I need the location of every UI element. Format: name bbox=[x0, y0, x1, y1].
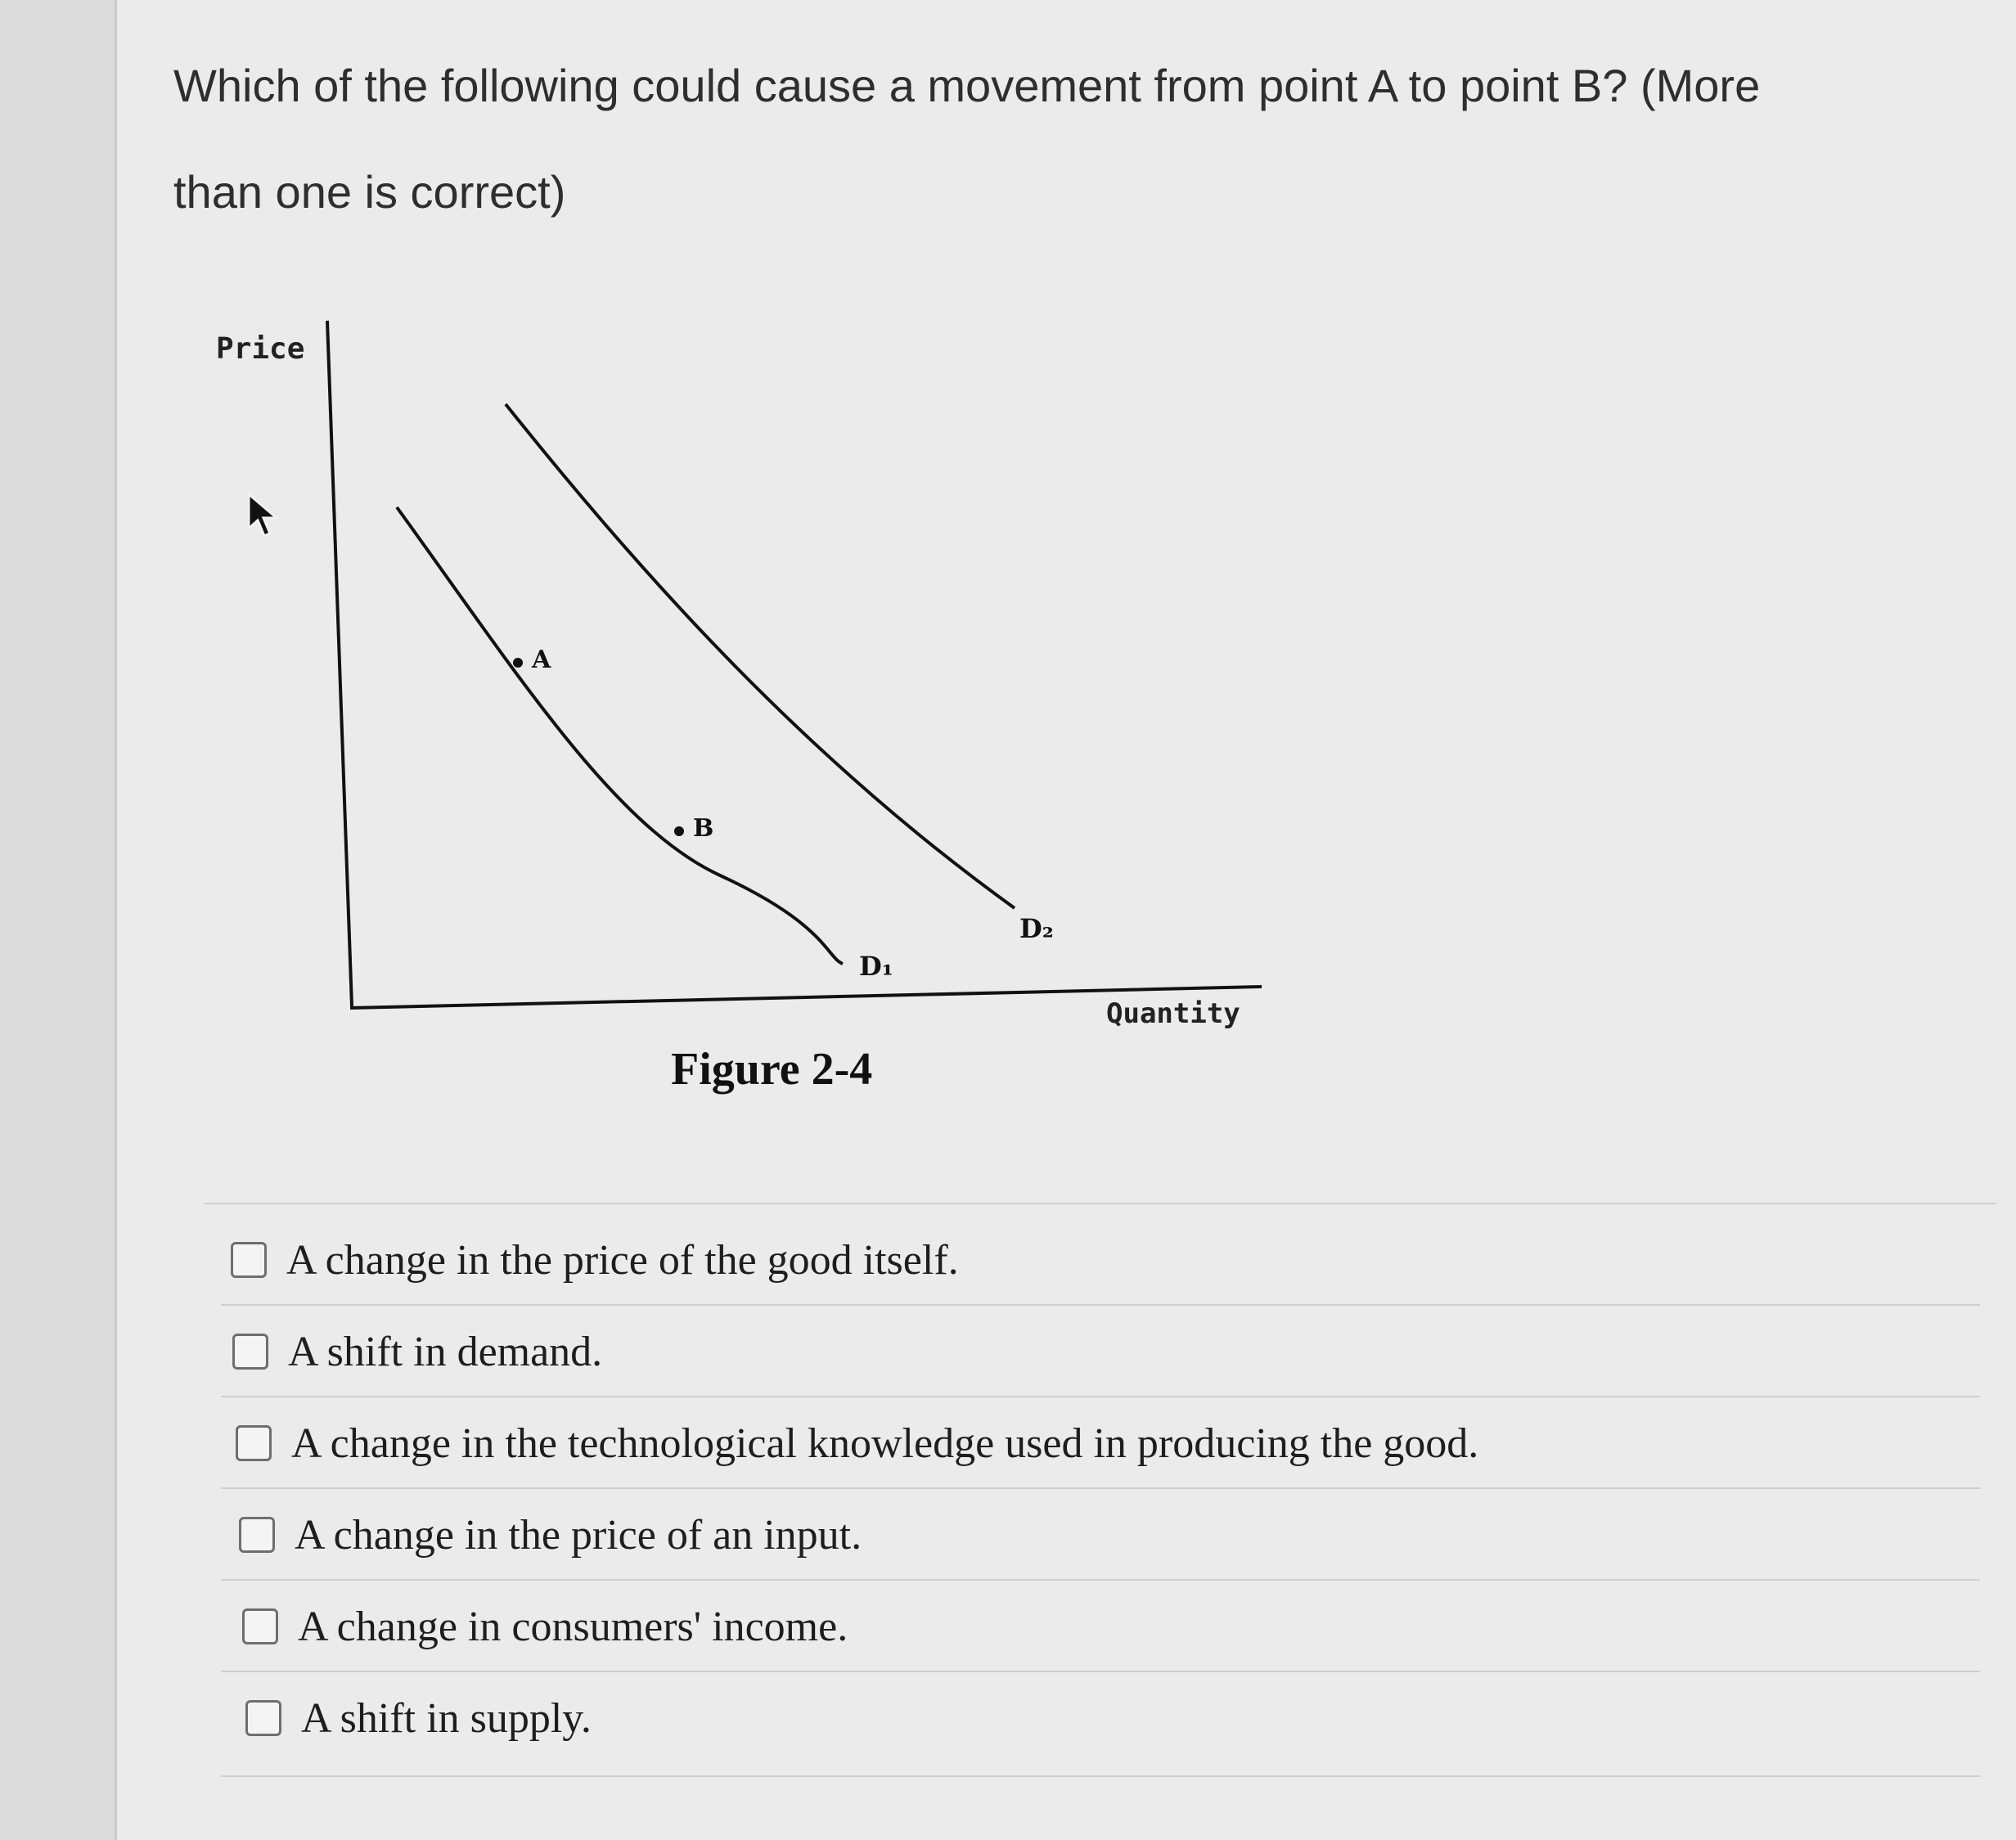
option-label: A change in the price of an input. bbox=[295, 1511, 862, 1559]
option-divider bbox=[221, 1396, 1980, 1397]
checkbox[interactable] bbox=[242, 1608, 278, 1644]
option-supply-shift[interactable] bbox=[245, 1677, 592, 1759]
curve-label-d2: D₂ bbox=[1019, 913, 1054, 944]
y-axis bbox=[327, 321, 352, 1006]
option-input-price-change[interactable] bbox=[239, 1494, 862, 1576]
checkbox[interactable] bbox=[239, 1517, 275, 1553]
checkbox[interactable] bbox=[236, 1425, 272, 1461]
option-label: A shift in demand. bbox=[288, 1328, 603, 1375]
point-a-marker bbox=[513, 658, 523, 668]
curve-label-d1: D₁ bbox=[859, 951, 893, 982]
option-label: A change in the technological knowledge used in producing the good. bbox=[291, 1419, 1479, 1467]
option-income-change[interactable] bbox=[242, 1586, 848, 1667]
mouse-cursor-icon bbox=[245, 491, 283, 542]
question-text: Which of the following could cause a movement from point A to point B? (More than one is correct) bbox=[173, 60, 1761, 218]
divider-top bbox=[205, 1203, 1996, 1204]
checkbox[interactable] bbox=[231, 1242, 267, 1278]
option-label: A shift in supply. bbox=[301, 1694, 592, 1742]
left-margin bbox=[0, 0, 115, 1840]
option-price-change[interactable] bbox=[231, 1219, 959, 1301]
demand-curve-d2 bbox=[506, 404, 1015, 908]
demand-curve-d1 bbox=[397, 507, 843, 964]
option-demand-shift[interactable] bbox=[232, 1311, 602, 1392]
option-divider bbox=[221, 1775, 1980, 1777]
option-label: A change in the price of the good itself. bbox=[286, 1236, 959, 1284]
demand-graph bbox=[188, 303, 1317, 1129]
demand-figure bbox=[188, 303, 1317, 1129]
option-divider bbox=[221, 1487, 1980, 1489]
figure-caption: Figure 2-4 bbox=[671, 1044, 873, 1095]
point-b-label: B bbox=[693, 814, 714, 843]
x-axis-label: Quantity bbox=[1106, 997, 1240, 1030]
point-b-marker bbox=[674, 826, 684, 836]
option-divider bbox=[221, 1304, 1980, 1306]
checkbox[interactable] bbox=[245, 1700, 281, 1736]
option-divider bbox=[221, 1579, 1980, 1581]
checkbox[interactable] bbox=[232, 1334, 268, 1370]
option-technology-change[interactable] bbox=[236, 1402, 1478, 1484]
option-divider bbox=[221, 1671, 1980, 1672]
point-a-label: A bbox=[532, 646, 551, 674]
option-label: A change in consumers' income. bbox=[298, 1603, 848, 1650]
y-axis-label: Price bbox=[216, 332, 305, 366]
